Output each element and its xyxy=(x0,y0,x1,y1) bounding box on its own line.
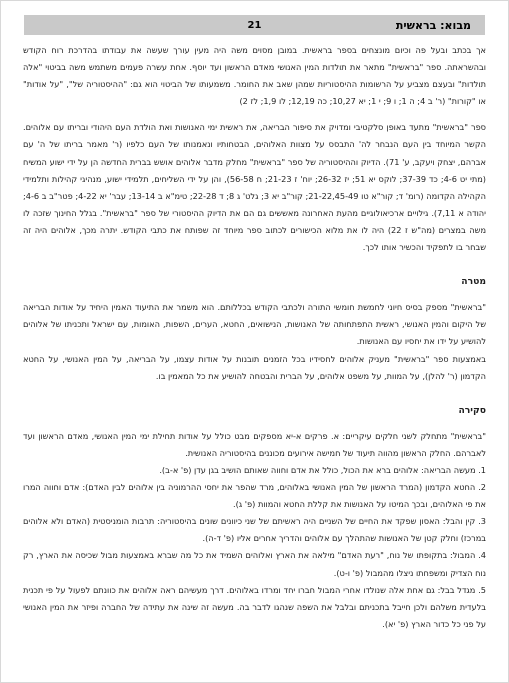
text-line: הולדת העם היהודי ובריתו עם אלוהים. הקשר המיוחד בין העם הנבחר לה' התבסס על מצוות האלוהים, xyxy=(23,122,486,150)
intro-paragraph xyxy=(23,42,486,110)
list-item xyxy=(23,547,486,581)
event-list xyxy=(23,462,486,633)
page-body xyxy=(23,42,486,633)
section-heading-purpose: מטרה xyxy=(461,276,486,288)
text-line: באמצעות מבול שכיסה את הארץ, רק נוח הצדיק ומשפחתו ניצלו מהמבול (פ' ו-ט). xyxy=(23,550,486,578)
text-line: המין האנושי, מאדם הראשון ועד לאברהם. החלק הראשון מהווה תיעוד של חמישה אירועים מכוננים xyxy=(23,430,486,458)
text-line: 1. מעשה הבריאה: אלוהים ברא את הכול, כולל את אדם וחווה שאותם הושיב בגן עדן (פ' א-ב). xyxy=(159,464,486,475)
text-line: תרבות הומניסטית (האדם ולא אלוהים במרכז) וחלק קטן של האנושות שהתהלך עם אלוהים והדריך xyxy=(23,516,486,544)
text-line: אחרים אליו (פ' ד-ה). xyxy=(202,533,277,544)
historicity-paragraph xyxy=(23,119,486,256)
text-line: על המין האנושי, על החטא הקדמון (ר' להלן), על המוות, על משפט אלוהים, על הברית והבטחה להושיע xyxy=(23,353,486,381)
text-line: בהיסטוריה האנושית. xyxy=(185,447,257,458)
text-line: (פ' ג). xyxy=(232,499,256,510)
text-line: מעשה זה שינה את עתידה של החברה ופיזר את המין האנושי על פני כל כדור הארץ (פ' יא). xyxy=(23,601,486,629)
text-line: את כוונתם לפעול על פי תכנית בלעדית משלהם ולכן חייבל בתכניתם ובלבל את השפה שנהגו לדבר בה. xyxy=(23,584,486,612)
section-heading-overview: סקירה xyxy=(458,404,486,416)
text-line: המשיח (מתי יט 4-6; כד 37-39; לוקס יא 51; יז 26-32; יוח' ז 21-23; ח 56-58), והן על ידי השליחים, xyxy=(23,156,487,184)
text-line: הבטחותיו ונאמנותו של העם כלפיו (ר' מאמר בריתו של ה' עם אברהם, יצחק ויעקב, ע' 71). הדיוק xyxy=(23,139,486,167)
list-item xyxy=(23,479,486,513)
list-item xyxy=(23,513,486,547)
text-line: "בראשית" מתחלק לשני חלקים עיקריים: א. פרקים א-יא מספקים מבט כולל על אודות תחילת ימי xyxy=(139,430,487,441)
text-line: שמהן שאב את החומר. משמעותו של הביטוי הוא גם: "ההיסטוריה של", "על אודות" או "קורות" (ר' ב 4; xyxy=(23,79,486,107)
text-line: את כל המאמין בו. xyxy=(155,370,220,381)
text-line: באמצעות ספר "בראשית" מעניק אלוהים לחסידיו בכל הזמנים תובנות על אודות עצמו, על הבריאה, xyxy=(126,353,486,364)
text-line: גלט' ג 8; ד 22-28; טימ"א ב 13-14; עבר' יא 4-22; פטר"ב ב 4-6; יהודה א 7,11). גילויים ארכיאולוגיים xyxy=(23,190,486,218)
text-line: 4. המבול: בתקופתו של נוח, "רעת האדם" מילאה את הארץ ואלוהים השמיד את כל מה שברא xyxy=(156,550,486,561)
text-line: וההיסטוריה של ספר "בראשית" מחלק מדבר אלוהים אושש בברית החדשה הן על ידי ישוע xyxy=(49,156,359,167)
page-number: 21 xyxy=(247,19,262,31)
overview-intro xyxy=(23,428,486,462)
text-line: אלוהים לבין האדם): אדם וחווה המרו את פי האלוהים, ובכך המיטו על האנושות את קללת החטא והמוות xyxy=(23,482,486,510)
purpose-paragraph xyxy=(23,299,486,350)
text-line: במצרים (מה"ש ז 22) היה לו את מלוא הכישורים לכתוב ספר מיוחד זה שפותח את כתבי הקודש. יתרה xyxy=(99,224,466,235)
text-line: בהדרכת רוח הקודש ובהשראתה. ספר "בראשית" מתאר את תולדות המין האנושי מאדם הראשון ועד xyxy=(23,45,486,73)
text-line: מכך, אלוהים היה זה שבחר בו לתפקיד והכשיר אותו לכך. xyxy=(23,224,486,253)
list-item xyxy=(23,582,486,633)
text-line: אך בכתב ובעל פה וכיום מונצחים בספר בראשית. במובן מסוים משה היה מעין עורך שעשה את עבודתו xyxy=(101,45,486,55)
text-line: "בראשית" מספק בסיס חיוני לחמשת חומשי התורה ולכתבי הקודש בכללותם. הוא משמר את התיעוד xyxy=(134,302,486,313)
running-header xyxy=(24,15,485,35)
list-item xyxy=(23,462,486,479)
text-line: 3. קין והבל: האסון שפקד את החיים של השניים היה ראשיתם של שני כיוונים שונים בהיסטוריה: xyxy=(157,516,486,527)
purpose-paragraph xyxy=(23,351,486,385)
header-title: מבוא: בראשית xyxy=(395,18,471,32)
text-line: ה 1; ו 9; י 1; יא 10,27; כה 12,19; לו 1,9; לז 2) xyxy=(239,96,415,107)
text-line: 5. מגדל בבל: גם אחת אלה שנולדו אחרי המבול חברו יחד ומרדו באלוהים. דרך מעשיהם ראה אלוהים xyxy=(132,584,486,595)
text-line: יוסף. אחת עשרה פעמים משתמש משה בביטוי "אלה תולדות" ובעצם מצביע על הרשומות ההיסטוריות xyxy=(23,62,486,90)
text-line: מהעת האחרונה מאששים גם הם את הדיוק ההיסטורי של ספר "בראשית". בגלל החינוך שזכה לו משה xyxy=(23,207,487,235)
text-line: החטא, הערים, השפות, האומות, עם ישראל ותכניתו של אלוהים להושיע על ידו את יחסיו עם האנושות. xyxy=(23,319,486,347)
text-line: 2. החטא הקדמון (המרד הראשון של המין האנושי באלוהים, מרד שהפר את יחסי ההרמוניה בין xyxy=(156,482,486,493)
text-line: האמין היחיד על אודות הבריאה של היקום והמין האנושי, ראשית התפתחותה של האנושות, הנישואים, xyxy=(23,302,486,330)
text-line: תלמידי ישוע, מנהיגי קהילות ותלמידי הקהילה הקדומה (רומ' ד; קור"א טו 21-22,45-49; קור"ב יא 3; xyxy=(23,173,486,201)
text-line: ספר "בראשית" מתעד באופן סלקטיבי ומדויק את סיפור הבריאה, את ראשית ימי האנושות ואת xyxy=(159,122,486,133)
